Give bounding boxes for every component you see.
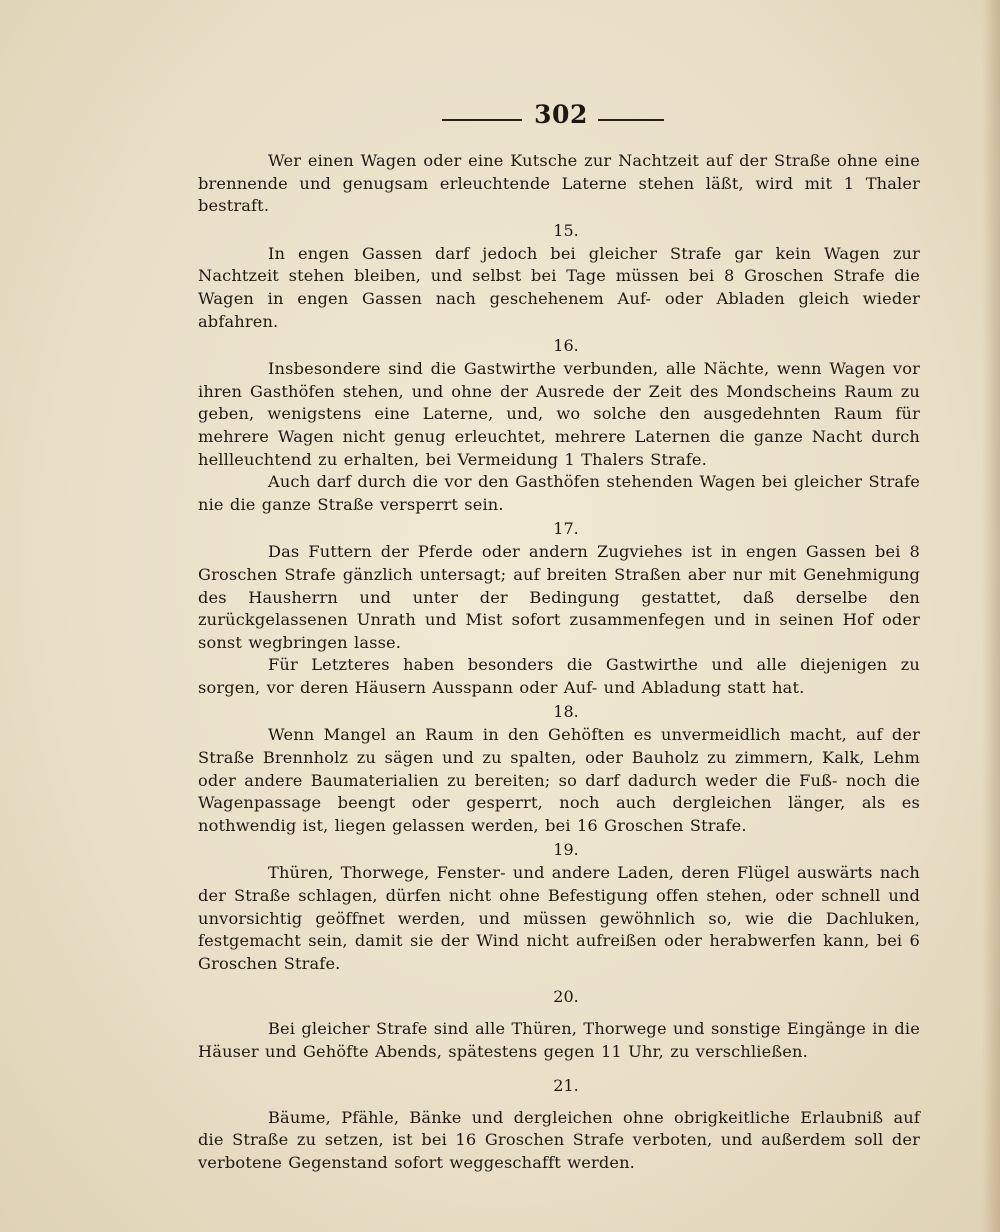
- paragraph: Thüren, Thorwege, Fenster- und andere Laden, deren Flügel auswärts nach der Straße schlagen, dürfen nicht ohne Befestigung offen stehen, oder schnell und unvorsichtig geöffnet werden, und müssen gewöhnlich so, wie die Dachluken, festgemacht sein, damit sie der Wind nicht aufreißen oder herabwerfen kann, bei 6 Groschen Strafe.: [198, 863, 920, 973]
- section-number: 18.: [553, 702, 579, 722]
- paragraph: Wenn Mangel an Raum in den Gehöften es unvermeidlich macht, auf der Straße Brennholz zu sägen und zu spalten, oder Bauholz zu zimmern, Kalk, Lehm oder andere Baumaterialien zu bereiten; so darf dadurch weder die Fuß- noch die Wagenpassage beengt oder gesperrt, noch auch dergleichen länger, als es nothwendig ist, liegen gelassen werden, bei 16 Groschen Strafe.: [198, 725, 920, 835]
- header-rule-right: [598, 119, 664, 121]
- section-number: 20.: [553, 987, 579, 1007]
- paragraph: Bäume, Pfähle, Bänke und dergleichen ohne obrigkeitliche Erlaubniß auf die Straße zu setzen, ist bei 16 Groschen Strafe verboten, und außerdem soll der verbotene Gegenstand sofort weggeschafft werden.: [198, 1107, 920, 1172]
- section-number: 16.: [553, 336, 579, 356]
- section-number: 17.: [553, 519, 579, 539]
- page-header: [0, 100, 1000, 136]
- page-body: [198, 150, 920, 1174]
- section-number: 21.: [553, 1075, 579, 1095]
- paragraph: Insbesondere sind die Gastwirthe verbunden, alle Nächte, wenn Wagen vor ihren Gasthöfen stehen, und ohne der Ausrede der Zeit des Mondscheins Raum zu geben, wenigstens eine Laterne, und, wo solche den ausgedehnten Raum für mehrere Wagen nicht genug erleuchtet, mehrere Laternen die ganze Nacht durch hellleuchtend zu erhalten, bei Vermeidung 1 Thalers Strafe.: [198, 359, 920, 469]
- paragraph: Auch darf durch die vor den Gasthöfen stehenden Wagen bei gleicher Strafe nie die ganze Straße versperrt sein.: [198, 472, 920, 514]
- paragraph: Wer einen Wagen oder eine Kutsche zur Nachtzeit auf der Straße ohne eine brennende und genugsam erleuchtende Laterne stehen läßt, wird mit 1 Thaler bestraft.: [198, 151, 920, 216]
- paragraph: Für Letzteres haben besonders die Gastwirthe und alle diejenigen zu sorgen, vor deren Häusern Ausspann oder Auf- und Abladung statt hat.: [198, 655, 920, 697]
- section-number: 19.: [553, 840, 579, 860]
- paragraph: In engen Gassen darf jedoch bei gleicher Strafe gar kein Wagen zur Nachtzeit stehen bleiben, und selbst bei Tage müssen bei 8 Groschen Strafe die Wagen in engen Gassen nach geschehenem Auf- oder Abladen gleich wieder abfahren.: [198, 243, 920, 331]
- paragraph: Bei gleicher Strafe sind alle Thüren, Thorwege und sonstige Eingänge in die Häuser und Gehöfte Abends, spätestens gegen 11 Uhr, zu verschließen.: [198, 1019, 920, 1061]
- header-rule-left: [442, 119, 522, 121]
- paragraph: Das Futtern der Pferde oder andern Zugviehes ist in engen Gassen bei 8 Groschen Strafe gänzlich untersagt; auf breiten Straßen aber nur mit Genehmigung des Hausherrn und unter der Bedingung gestattet, daß derselbe den zurückgelassenen Unrath und Mist sofort zusammenfegen und in seinen Hof oder sonst wegbringen lasse.: [198, 542, 920, 652]
- page-edge-shadow: [982, 0, 1000, 1232]
- page-number: 302: [534, 100, 588, 129]
- section-number: 15.: [553, 220, 579, 240]
